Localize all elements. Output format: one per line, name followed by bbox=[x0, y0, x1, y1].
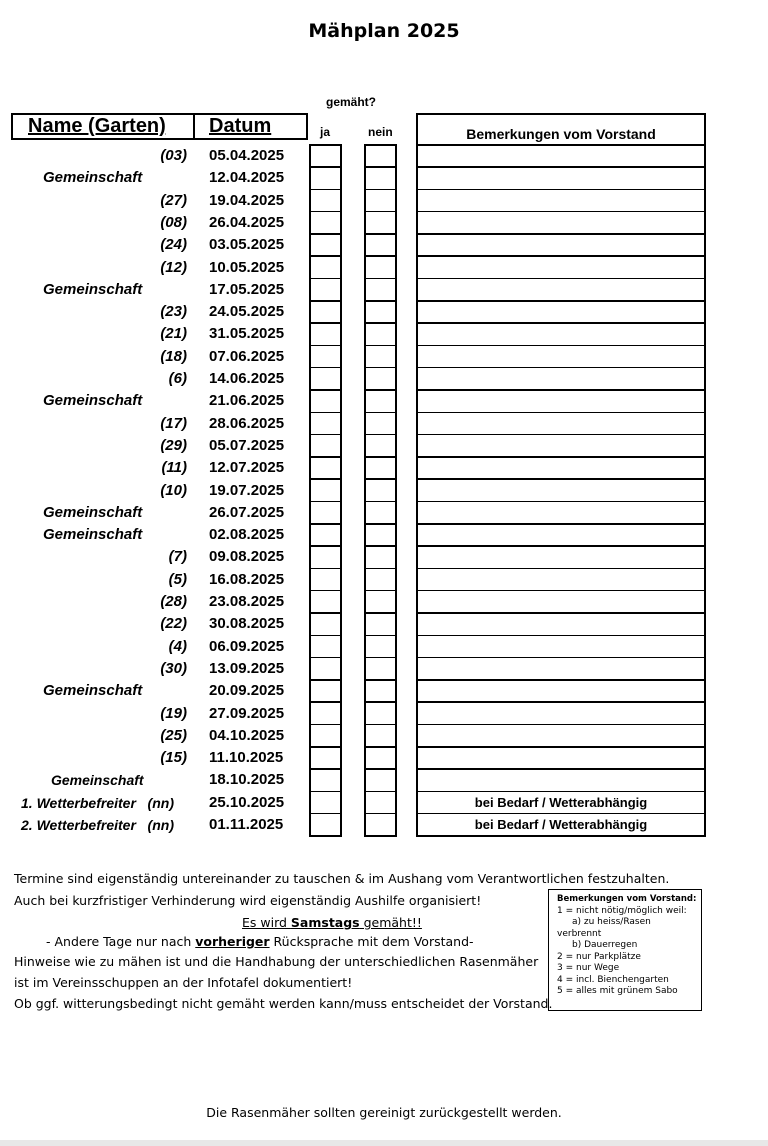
table-row bbox=[0, 680, 768, 702]
table-row bbox=[0, 502, 768, 524]
row-name: Gemeinschaft bbox=[43, 169, 143, 187]
row-date: 10.05.2025 bbox=[209, 258, 285, 276]
table-row bbox=[0, 814, 768, 836]
remarks-column-header: Bemerkungen vom Vorstand bbox=[466, 126, 656, 142]
row-remark: bei Bedarf / Wetterabhängig bbox=[474, 794, 648, 810]
row-name: 2. Wetterbefreiter (nn) bbox=[21, 817, 174, 833]
gemaeht-label: gemäht? bbox=[326, 95, 377, 109]
ja-column-header: ja bbox=[320, 125, 331, 139]
row-name: (27) bbox=[160, 191, 187, 209]
note-line-4-pre: - Andere Tage nur nach bbox=[46, 934, 196, 949]
row-name: (08) bbox=[160, 213, 187, 231]
row-name: Gemeinschaft bbox=[43, 280, 143, 298]
row-name: (28) bbox=[160, 593, 187, 610]
table-row bbox=[0, 613, 768, 635]
legend-item: 1 = nicht nötig/möglich weil: bbox=[557, 905, 687, 916]
note-line-2: Auch bei kurzfristiger Verhinderung wird eigenständig Aushilfe organisiert! bbox=[14, 893, 482, 908]
legend-item: a) zu heiss/Rasen bbox=[572, 917, 651, 927]
row-name: Gemeinschaft bbox=[43, 392, 143, 410]
row-date: 16.08.2025 bbox=[209, 570, 285, 588]
legend-item: 3 = nur Wege bbox=[557, 963, 620, 973]
note-line-3-pre: Es wird bbox=[242, 915, 291, 930]
row-date: 26.04.2025 bbox=[209, 213, 285, 231]
note-line-1: Termine sind eigenständig untereinander zu tauschen & im Aushang vom Verantwortlichen festzuhalten. bbox=[14, 871, 670, 886]
row-date: 31.05.2025 bbox=[209, 325, 285, 343]
row-date: 28.06.2025 bbox=[209, 414, 285, 432]
table-row bbox=[0, 725, 768, 747]
nein-checkbox[interactable] bbox=[364, 835, 397, 837]
date-column-header: Datum bbox=[209, 115, 272, 137]
row-date: 02.08.2025 bbox=[209, 526, 285, 544]
bottom-edge bbox=[0, 1140, 768, 1146]
row-name: (22) bbox=[160, 615, 187, 633]
row-name: Gemeinschaft bbox=[43, 526, 143, 544]
page-title: Mähplan 2025 bbox=[308, 20, 460, 42]
note-line-3-post: gemäht!! bbox=[359, 915, 422, 930]
table-row bbox=[0, 569, 768, 591]
legend-title: Bemerkungen vom Vorstand: bbox=[557, 894, 697, 904]
table-row bbox=[0, 636, 768, 658]
row-name: (24) bbox=[160, 236, 187, 254]
legend-item: b) Dauerregen bbox=[572, 940, 638, 950]
row-name: (03) bbox=[160, 147, 187, 164]
row-name: (30) bbox=[160, 659, 187, 677]
table-row bbox=[0, 279, 768, 301]
ja-checkbox[interactable] bbox=[309, 835, 342, 837]
row-date: 27.09.2025 bbox=[209, 704, 285, 722]
row-date: 20.09.2025 bbox=[209, 682, 285, 700]
row-date: 04.10.2025 bbox=[209, 726, 285, 744]
row-date: 30.08.2025 bbox=[209, 615, 285, 633]
row-date: 01.11.2025 bbox=[209, 816, 284, 833]
note-line-4-post: Rücksprache mit dem Vorstand- bbox=[269, 934, 474, 949]
row-name: (4) bbox=[168, 637, 187, 655]
row-name: (5) bbox=[168, 570, 187, 588]
table-row bbox=[0, 524, 768, 546]
row-name: (25) bbox=[160, 726, 187, 744]
note-line-7: Ob ggf. witterungsbedingt nicht gemäht werden kann/muss entscheidet der Vorstand. bbox=[14, 996, 553, 1011]
row-date: 12.07.2025 bbox=[209, 459, 285, 477]
row-name: Gemeinschaft bbox=[43, 682, 143, 700]
table-row bbox=[0, 413, 768, 435]
row-date: 25.10.2025 bbox=[209, 793, 285, 811]
table-row bbox=[0, 390, 768, 412]
table-row bbox=[0, 212, 768, 234]
row-date: 03.05.2025 bbox=[209, 236, 285, 254]
row-date: 21.06.2025 bbox=[209, 392, 285, 410]
row-name: (23) bbox=[160, 303, 187, 321]
table-row bbox=[0, 769, 768, 791]
row-date: 23.08.2025 bbox=[209, 593, 285, 610]
row-name: (29) bbox=[160, 436, 187, 454]
table-row bbox=[0, 480, 768, 502]
row-date: 18.10.2025 bbox=[209, 771, 285, 789]
row-date: 17.05.2025 bbox=[209, 280, 285, 298]
row-name: (17) bbox=[160, 414, 187, 432]
row-date: 14.06.2025 bbox=[209, 370, 285, 387]
table-row bbox=[0, 234, 768, 256]
row-name: Gemeinschaft bbox=[43, 503, 143, 521]
note-line-6: ist im Vereinsschuppen an der Infotafel dokumentiert! bbox=[14, 975, 353, 990]
legend-item: 2 = nur Parkplätze bbox=[557, 951, 641, 962]
table-row bbox=[0, 257, 768, 279]
row-date: 24.05.2025 bbox=[209, 303, 285, 321]
table-row bbox=[0, 546, 768, 568]
footer-note: Die Rasenmäher sollten gereinigt zurückgestellt werden. bbox=[206, 1105, 562, 1120]
row-date: 05.07.2025 bbox=[209, 436, 285, 454]
note-line-3-bold: Samstags bbox=[290, 915, 360, 930]
row-name: Gemeinschaft bbox=[51, 772, 144, 789]
row-name: (7) bbox=[168, 548, 187, 566]
row-date: 12.04.2025 bbox=[209, 169, 285, 187]
row-date: 26.07.2025 bbox=[209, 503, 285, 521]
row-name: (6) bbox=[168, 370, 187, 387]
table-row bbox=[0, 591, 768, 613]
row-remark: bei Bedarf / Wetterabhängig bbox=[474, 817, 648, 832]
nein-column-header: nein bbox=[368, 125, 393, 139]
note-line-4-bold: vorheriger bbox=[195, 934, 270, 949]
table-row bbox=[0, 747, 768, 769]
table-row bbox=[0, 435, 768, 457]
row-name: (12) bbox=[160, 258, 187, 276]
row-name: (11) bbox=[161, 459, 187, 477]
table-row bbox=[0, 190, 768, 212]
header-separator bbox=[193, 113, 195, 140]
row-date: 13.09.2025 bbox=[209, 659, 285, 677]
table-row bbox=[0, 368, 768, 390]
table-row bbox=[0, 658, 768, 680]
name-column-header: Name (Garten) bbox=[28, 115, 166, 137]
row-name: (19) bbox=[160, 704, 187, 722]
row-date: 07.06.2025 bbox=[209, 347, 285, 365]
row-name: (15) bbox=[160, 749, 187, 767]
note-line-5: Hinweise wie zu mähen ist und die Handhabung der unterschiedlichen Rasenmäher bbox=[14, 954, 539, 969]
legend-item: 4 = incl. Bienchengarten bbox=[557, 974, 669, 985]
table-row bbox=[0, 301, 768, 323]
row-date: 19.07.2025 bbox=[209, 481, 285, 499]
table-row bbox=[0, 145, 768, 167]
row-name: 1. Wetterbefreiter (nn) bbox=[21, 794, 174, 811]
remark-header-divider bbox=[416, 144, 706, 146]
row-date: 09.08.2025 bbox=[209, 548, 285, 566]
row-name: (21) bbox=[160, 325, 187, 343]
table-row bbox=[0, 457, 768, 479]
legend-box bbox=[548, 889, 702, 1011]
row-name: (18) bbox=[160, 347, 187, 365]
table-row bbox=[0, 703, 768, 725]
row-date: 11.10.2025 bbox=[209, 749, 284, 767]
table-row bbox=[0, 323, 768, 345]
row-date: 19.04.2025 bbox=[209, 191, 285, 209]
legend-item: verbrennt bbox=[557, 928, 602, 939]
row-name: (10) bbox=[160, 481, 187, 499]
row-date: 05.04.2025 bbox=[209, 147, 285, 164]
table-row bbox=[0, 792, 768, 814]
table-row bbox=[0, 346, 768, 368]
legend-item: 5 = alles mit grünem Sabo bbox=[557, 986, 678, 996]
table-row bbox=[0, 167, 768, 189]
note-line-3 bbox=[242, 915, 422, 930]
row-date: 06.09.2025 bbox=[209, 637, 285, 655]
note-line-4 bbox=[46, 934, 474, 949]
